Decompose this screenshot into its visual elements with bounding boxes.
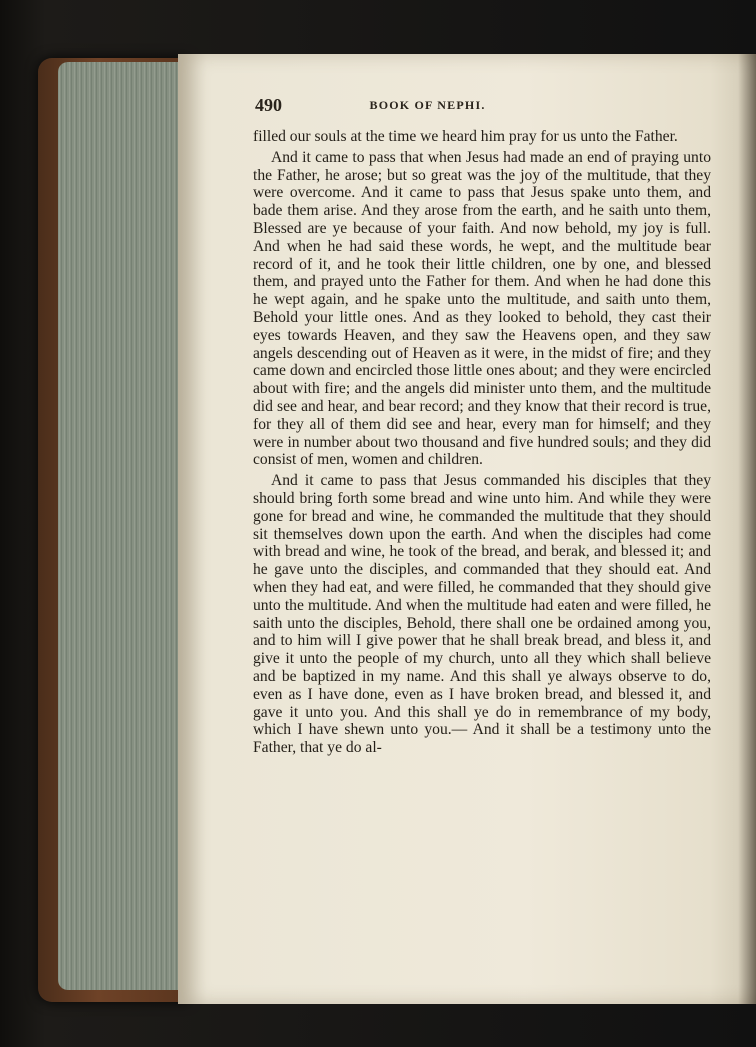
page-header [255, 95, 710, 117]
page-edges [58, 62, 182, 990]
page-body-text [253, 128, 711, 757]
paragraph: And it came to pass that Jesus commanded his disciples that they should bring forth some bread and wine unto him. And while they were gone for bread and wine, he commanded the multitude that they should sit themselves down upon the earth. And when the disciples had come with bread and wine, he took of the bread, and berak, and blessed it; and he gave unto the disciples, and commanded that they should eat. And when they had eat, and were filled, he commanded that they should give unto the multitude. And when the multitude had eaten and were filled, he saith unto the disciples, Behold, there shall one be ordained among you, and to him will I give power that he shall break bread, and bless it, and give it unto the people of my church, unto all they which shall believe and be baptized in my name. And this shall ye always observe to do, even as I have done, even as I have broken bread, and blessed it, and gave it unto you. And this shall ye do in remembrance of my body, which I have shewn unto you.— And it shall be a testimony unto the Father, that ye do al- [253, 472, 711, 757]
paragraph-continuation: filled our souls at the time we heard him pray for us unto the Father. [253, 128, 678, 145]
page-gutter-shadow [738, 54, 756, 1004]
paragraph: And it came to pass that when Jesus had made an end of praying unto the Father, he arose; but so great was the joy of the multitude, that they were overcome. And it came to pass that Jesus spake unto them, and bade them arise. And they arose from the earth, and he saith unto them, Blessed are ye because of your faith. And now behold, my joy is full. And when he had said these words, he wept, and the multitude bear record of it, and he took their little children, one by one, and blessed them, and prayed unto the Father for them. And when he had done this he wept again, and he spake unto the multitude, and saith unto them, Behold your little ones. And as they looked to behold, they cast their eyes towards Heaven, and they saw the Heavens open, and they saw angels descending out of Heaven as it were, in the midst of fire; and they came down and encircled those little ones about; and they were encircled about with fire; and the angels did minister unto them, and the multitude did see and hear, and bear record; and they know that their record is true, for they all of them did see and hear, every man for himself; and they were in number about two thousand and five hundred souls; and they did consist of men, women and children. [253, 148, 711, 469]
page-number: 490 [255, 95, 282, 115]
running-head: BOOK OF NEPHI. [369, 98, 486, 112]
